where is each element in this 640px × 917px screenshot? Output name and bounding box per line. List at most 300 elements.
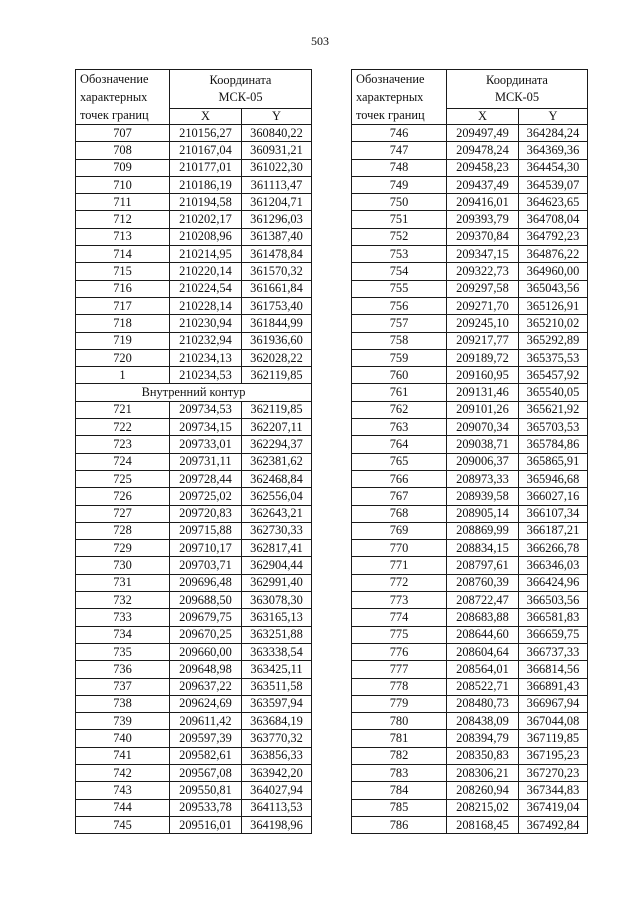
x-cell: 209710,17 [170,540,242,557]
x-cell: 210156,27 [170,125,242,142]
point-id-cell: 781 [352,730,447,747]
table-row [76,609,312,626]
x-cell: 208438,09 [447,713,519,730]
table-row [352,557,588,574]
y-cell: 360931,21 [242,142,312,159]
point-id-cell: 751 [352,211,447,228]
table-row [76,747,312,764]
y-cell: 362294,37 [242,436,312,453]
x-cell: 210167,04 [170,142,242,159]
x-cell: 209679,75 [170,609,242,626]
y-cell: 365292,89 [519,332,588,349]
table-row [352,643,588,660]
table-row [352,194,588,211]
y-cell: 362643,21 [242,505,312,522]
point-id-cell: 712 [76,211,170,228]
y-cell: 361113,47 [242,176,312,193]
table-row [76,332,312,349]
point-id-cell: 757 [352,315,447,332]
y-cell: 361753,40 [242,297,312,314]
x-cell: 210234,13 [170,349,242,366]
y-cell: 364708,04 [519,211,588,228]
x-cell: 209416,01 [447,194,519,211]
x-cell: 208215,02 [447,799,519,816]
table-row [352,211,588,228]
x-cell: 210186,19 [170,176,242,193]
x-cell: 210177,01 [170,159,242,176]
x-cell: 209370,84 [447,228,519,245]
table-row [76,522,312,539]
y-cell: 366581,83 [519,609,588,626]
x-cell: 209038,71 [447,436,519,453]
x-cell: 209322,73 [447,263,519,280]
x-cell: 210214,95 [170,246,242,263]
x-cell: 208394,79 [447,730,519,747]
point-id-cell: 713 [76,228,170,245]
x-cell: 208522,71 [447,678,519,695]
point-id-cell: 776 [352,643,447,660]
y-cell: 367119,85 [519,730,588,747]
point-id-cell: 764 [352,436,447,453]
y-cell: 362904,44 [242,557,312,574]
y-cell: 365703,53 [519,419,588,436]
x-cell: 208905,14 [447,505,519,522]
y-cell: 361387,40 [242,228,312,245]
y-cell: 361478,84 [242,246,312,263]
point-id-cell: 737 [76,678,170,695]
x-cell: 209070,34 [447,419,519,436]
table-row [76,626,312,643]
table-row [76,574,312,591]
point-id-cell: 786 [352,816,447,833]
x-cell: 209648,98 [170,661,242,678]
table-row [76,349,312,366]
y-cell: 365210,02 [519,315,588,332]
table-row [352,401,588,418]
point-id-cell: 716 [76,280,170,297]
table-row [352,142,588,159]
y-cell: 364876,22 [519,246,588,263]
point-id-cell: 782 [352,747,447,764]
header-coordinate: Координата МСК-05 [447,70,588,109]
table-row [76,176,312,193]
y-cell: 365946,68 [519,470,588,487]
point-id-cell: 734 [76,626,170,643]
table-row [76,419,312,436]
table-row [352,453,588,470]
table-row [352,384,588,401]
x-cell: 208834,15 [447,540,519,557]
table-row [352,176,588,193]
x-cell: 209670,25 [170,626,242,643]
x-cell: 208722,47 [447,592,519,609]
point-id-cell: 746 [352,125,447,142]
point-id-cell: 761 [352,384,447,401]
x-cell: 210228,14 [170,297,242,314]
header-point-label: Обозначение характерных точек границ [76,70,170,125]
point-id-cell: 708 [76,142,170,159]
point-id-cell: 780 [352,713,447,730]
header-point-label: Обозначение характерных точек границ [352,70,447,125]
table-row [352,540,588,557]
point-id-cell: 744 [76,799,170,816]
table-row [76,194,312,211]
y-cell: 363425,11 [242,661,312,678]
table-row [76,263,312,280]
x-cell: 208797,61 [447,557,519,574]
point-id-cell: 747 [352,142,447,159]
point-id-cell: 729 [76,540,170,557]
point-id-cell: 748 [352,159,447,176]
x-cell: 209297,58 [447,280,519,297]
table-row [76,799,312,816]
x-cell: 209437,49 [447,176,519,193]
x-cell: 209497,49 [447,125,519,142]
table-row [352,246,588,263]
point-id-cell: 718 [76,315,170,332]
y-cell: 365621,92 [519,401,588,418]
x-cell: 209101,26 [447,401,519,418]
y-cell: 367270,23 [519,764,588,781]
table-row [76,401,312,418]
point-id-cell: 725 [76,470,170,487]
table-row [76,436,312,453]
x-cell: 208350,83 [447,747,519,764]
table-row [352,332,588,349]
y-cell: 362119,85 [242,367,312,384]
point-id-cell: 710 [76,176,170,193]
x-cell: 209189,72 [447,349,519,366]
y-cell: 366107,34 [519,505,588,522]
table-row [352,349,588,366]
point-id-cell: 766 [352,470,447,487]
y-cell: 363511,58 [242,678,312,695]
y-cell: 365043,56 [519,280,588,297]
x-cell: 209458,23 [447,159,519,176]
x-cell: 208939,58 [447,488,519,505]
table-row [352,713,588,730]
x-cell: 208973,33 [447,470,519,487]
x-cell: 210224,54 [170,280,242,297]
table-row [352,436,588,453]
y-cell: 363770,32 [242,730,312,747]
point-id-cell: 722 [76,419,170,436]
point-id-cell: 755 [352,280,447,297]
y-cell: 366967,94 [519,695,588,712]
table-row [352,574,588,591]
point-id-cell: 717 [76,297,170,314]
point-id-cell: 715 [76,263,170,280]
table-row [352,764,588,781]
table-row [352,159,588,176]
y-cell: 361204,71 [242,194,312,211]
y-cell: 365126,91 [519,297,588,314]
y-cell: 364792,23 [519,228,588,245]
table-row [352,730,588,747]
header-y: Y [519,108,588,125]
table-row [76,315,312,332]
point-id-cell: 735 [76,643,170,660]
x-cell: 209245,10 [447,315,519,332]
y-cell: 364198,96 [242,816,312,833]
x-cell: 208480,73 [447,695,519,712]
x-cell: 209688,50 [170,592,242,609]
y-cell: 365375,53 [519,349,588,366]
header-coordinate: Координата МСК-05 [170,70,312,109]
x-cell: 209550,81 [170,782,242,799]
point-id-cell: 719 [76,332,170,349]
y-cell: 362028,22 [242,349,312,366]
x-cell: 209567,08 [170,764,242,781]
y-cell: 362207,11 [242,419,312,436]
table-row [76,297,312,314]
y-cell: 362730,33 [242,522,312,539]
x-cell: 209611,42 [170,713,242,730]
table-row [76,557,312,574]
y-cell: 362468,84 [242,470,312,487]
table-row [352,297,588,314]
point-id-cell: 783 [352,764,447,781]
table-row [352,695,588,712]
point-id-cell: 736 [76,661,170,678]
y-cell: 363597,94 [242,695,312,712]
point-id-cell: 768 [352,505,447,522]
table-row [76,470,312,487]
table-row [76,782,312,799]
table-row [352,263,588,280]
table-row [352,592,588,609]
x-cell: 209624,69 [170,695,242,712]
point-id-cell: 773 [352,592,447,609]
table-row [352,609,588,626]
y-cell: 363856,33 [242,747,312,764]
point-id-cell: 774 [352,609,447,626]
point-id-cell: 743 [76,782,170,799]
table-row [76,228,312,245]
point-id-cell: 711 [76,194,170,211]
point-id-cell: 1 [76,367,170,384]
x-cell: 209006,37 [447,453,519,470]
x-cell: 209533,78 [170,799,242,816]
y-cell: 364623,65 [519,194,588,211]
x-cell: 208760,39 [447,574,519,591]
y-cell: 361570,32 [242,263,312,280]
x-cell: 209725,02 [170,488,242,505]
x-cell: 210194,58 [170,194,242,211]
x-cell: 209393,79 [447,211,519,228]
point-id-cell: 771 [352,557,447,574]
table-row [352,522,588,539]
point-id-cell: 730 [76,557,170,574]
table-row [76,592,312,609]
x-cell: 208260,94 [447,782,519,799]
point-id-cell: 739 [76,713,170,730]
y-cell: 362556,04 [242,488,312,505]
x-cell: 209703,71 [170,557,242,574]
point-id-cell: 762 [352,401,447,418]
y-cell: 366346,03 [519,557,588,574]
y-cell: 360840,22 [242,125,312,142]
table-row [76,159,312,176]
point-id-cell: 740 [76,730,170,747]
point-id-cell: 767 [352,488,447,505]
y-cell: 365540,05 [519,384,588,401]
point-id-cell: 728 [76,522,170,539]
x-cell: 209637,22 [170,678,242,695]
table-row [76,488,312,505]
point-id-cell: 752 [352,228,447,245]
x-cell: 208683,88 [447,609,519,626]
coordinates-table-left [75,69,312,834]
y-cell: 366187,21 [519,522,588,539]
x-cell: 208168,45 [447,816,519,833]
y-cell: 366503,56 [519,592,588,609]
table-row [76,643,312,660]
point-id-cell: 775 [352,626,447,643]
x-cell: 209720,83 [170,505,242,522]
table-row [76,764,312,781]
header-y: Y [242,108,312,125]
x-cell: 210208,96 [170,228,242,245]
point-id-cell: 723 [76,436,170,453]
y-cell: 364284,24 [519,125,588,142]
y-cell: 366737,33 [519,643,588,660]
table-row [76,730,312,747]
y-cell: 364454,30 [519,159,588,176]
y-cell: 366027,16 [519,488,588,505]
point-id-cell: 759 [352,349,447,366]
table-row [352,488,588,505]
point-id-cell: 727 [76,505,170,522]
x-cell: 209660,00 [170,643,242,660]
x-cell: 209715,88 [170,522,242,539]
y-cell: 365784,86 [519,436,588,453]
table-row [352,678,588,695]
y-cell: 361936,60 [242,332,312,349]
y-cell: 363165,13 [242,609,312,626]
table-row [76,713,312,730]
table-row [76,142,312,159]
point-id-cell: 709 [76,159,170,176]
x-cell: 209131,46 [447,384,519,401]
table-row [76,540,312,557]
point-id-cell: 750 [352,194,447,211]
point-id-cell: 784 [352,782,447,799]
point-id-cell: 749 [352,176,447,193]
point-id-cell: 754 [352,263,447,280]
point-id-cell: 772 [352,574,447,591]
x-cell: 209271,70 [447,297,519,314]
point-id-cell: 753 [352,246,447,263]
y-cell: 366891,43 [519,678,588,695]
y-cell: 362817,41 [242,540,312,557]
x-cell: 209516,01 [170,816,242,833]
y-cell: 364113,53 [242,799,312,816]
point-id-cell: 769 [352,522,447,539]
y-cell: 363078,30 [242,592,312,609]
table-row [352,661,588,678]
table-row [76,505,312,522]
y-cell: 363684,19 [242,713,312,730]
table-row [352,280,588,297]
x-cell: 209733,01 [170,436,242,453]
point-id-cell: 714 [76,246,170,263]
point-id-cell: 733 [76,609,170,626]
y-cell: 363251,88 [242,626,312,643]
point-id-cell: 720 [76,349,170,366]
header-x: X [447,108,519,125]
point-id-cell: 741 [76,747,170,764]
y-cell: 365865,91 [519,453,588,470]
table-row [352,470,588,487]
point-id-cell: 707 [76,125,170,142]
y-cell: 361296,03 [242,211,312,228]
point-id-cell: 777 [352,661,447,678]
x-cell: 209734,53 [170,401,242,418]
point-id-cell: 778 [352,678,447,695]
point-id-cell: 760 [352,367,447,384]
x-cell: 208869,99 [447,522,519,539]
table-row [76,125,312,142]
y-cell: 363942,20 [242,764,312,781]
y-cell: 361844,99 [242,315,312,332]
y-cell: 365457,92 [519,367,588,384]
point-id-cell: 738 [76,695,170,712]
y-cell: 362991,40 [242,574,312,591]
point-id-cell: 779 [352,695,447,712]
x-cell: 209582,61 [170,747,242,764]
table-row [352,782,588,799]
x-cell: 209217,77 [447,332,519,349]
x-cell: 209728,44 [170,470,242,487]
point-id-cell: 731 [76,574,170,591]
point-id-cell: 758 [352,332,447,349]
table-row [76,695,312,712]
x-cell: 209696,48 [170,574,242,591]
x-cell: 209478,24 [447,142,519,159]
table-row [352,816,588,833]
y-cell: 366814,56 [519,661,588,678]
point-id-cell: 732 [76,592,170,609]
section-row [76,384,312,401]
table-row [352,419,588,436]
y-cell: 364539,07 [519,176,588,193]
point-id-cell: 785 [352,799,447,816]
x-cell: 210230,94 [170,315,242,332]
table-row [76,367,312,384]
table-row [352,747,588,764]
point-id-cell: 742 [76,764,170,781]
table-row [76,453,312,470]
x-cell: 209731,11 [170,453,242,470]
point-id-cell: 721 [76,401,170,418]
point-id-cell: 745 [76,816,170,833]
x-cell: 209160,95 [447,367,519,384]
y-cell: 366266,78 [519,540,588,557]
y-cell: 367492,84 [519,816,588,833]
x-cell: 209734,15 [170,419,242,436]
table-row [352,367,588,384]
x-cell: 210234,53 [170,367,242,384]
table-row [76,211,312,228]
x-cell: 208644,60 [447,626,519,643]
y-cell: 364960,00 [519,263,588,280]
table-row [352,315,588,332]
y-cell: 362119,85 [242,401,312,418]
table-row [76,280,312,297]
x-cell: 208306,21 [447,764,519,781]
y-cell: 366424,96 [519,574,588,591]
